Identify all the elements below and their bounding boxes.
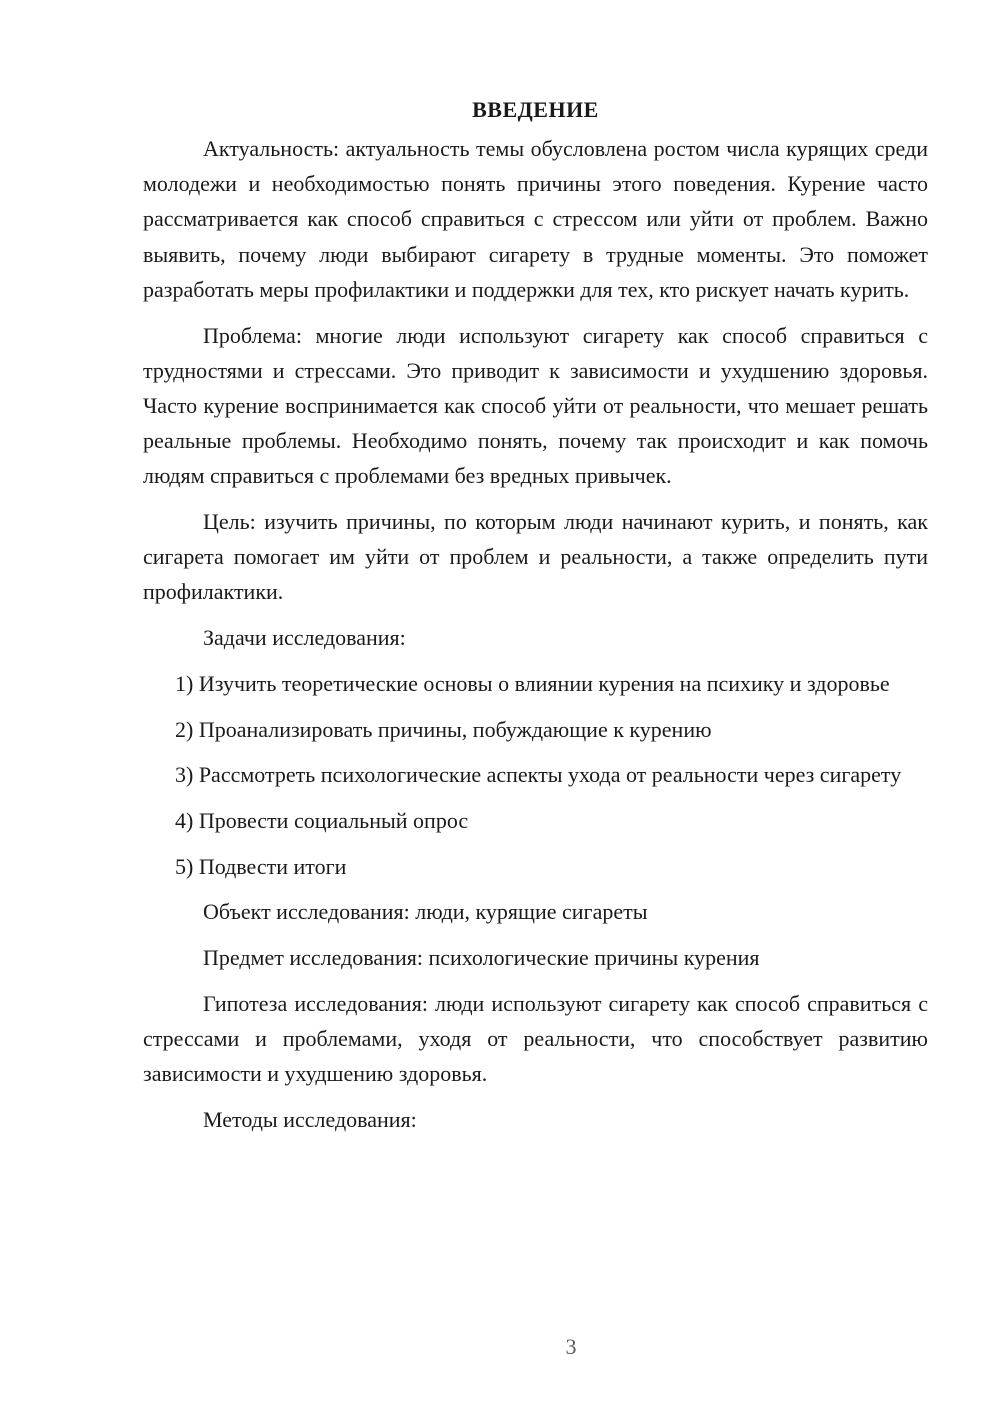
paragraph-hypothesis: Гипотеза исследования: люди используют сигарету как способ справиться с стрессами и проблемами, уходя от реальности, что способствует развитию зависимости и ухудшению здоровья. <box>143 990 928 1087</box>
paragraph-problem: Проблема: многие люди используют сигарету как способ справиться с трудностями и стрессами. Это приводит к зависимости и ухудшению здоровья. Часто курение воспринимается как способ уйти от реальности, что мешает решать реальные проблемы. Необходимо понять, почему так происходит и как помочь людям справиться с проблемами без вредных привычек. <box>143 322 928 489</box>
list-item: 3) Рассмотреть психологические аспекты ухода от реальности через сигарету <box>175 762 902 788</box>
list-item: 5) Подвести итоги <box>175 853 347 879</box>
list-item: 2) Проанализировать причины, побуждающие к курению <box>175 716 712 742</box>
paragraph-relevance: Актуальность: актуальность темы обусловлена ростом числа курящих среди молодежи и необходимостью понять причины этого поведения. Курение часто рассматривается как способ справиться с стрессом или уйти от проблем. Важно выявить, почему люди выбирают сигарету в трудные моменты. Это поможет разработать меры профилактики и поддержки для тех, кто рискует начать курить. <box>143 136 928 302</box>
tasks-heading: Задачи исследования: <box>203 625 406 651</box>
document-page <box>143 92 928 1137</box>
page-number: 3 <box>565 1334 577 1359</box>
list-item: 4) Провести социальный опрос <box>175 807 469 833</box>
paragraph-goal: Цель: изучить причины, по которым люди начинают курить, и понять, как сигарета помогает им уйти от проблем и реальности, а также определить пути профилактики. <box>143 509 928 605</box>
methods-heading: Методы исследования: <box>203 1106 417 1132</box>
list-item: 1) Изучить теоретические основы о влиянии курения на психику и здоровье <box>175 670 890 696</box>
page-title: ВВЕДЕНИЕ <box>472 97 599 122</box>
paragraph-object: Объект исследования: люди, курящие сигареты <box>203 899 648 925</box>
tasks-list <box>143 666 928 884</box>
paragraph-subject: Предмет исследования: психологические причины курения <box>203 945 760 971</box>
